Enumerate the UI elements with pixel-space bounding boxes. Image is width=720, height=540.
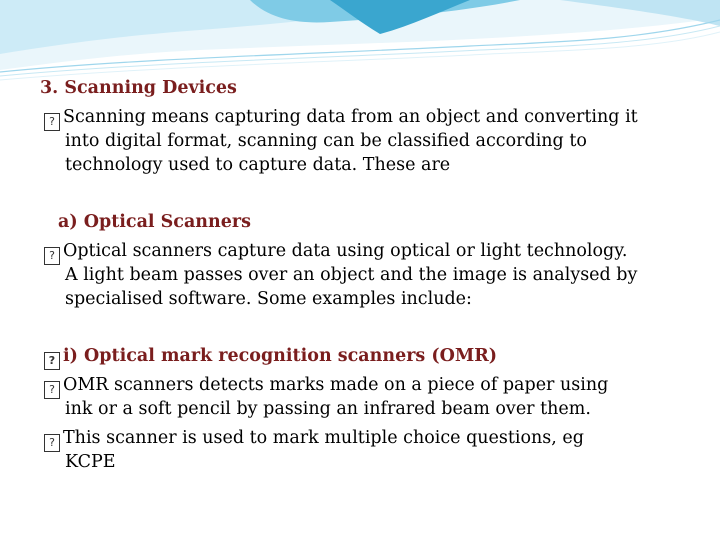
subheading-omr: ? i) Optical mark recognition scanners (OMR) xyxy=(44,344,497,370)
paragraph-4-line-2: KCPE xyxy=(65,452,116,472)
paragraph-4-line-1: ? This scanner is used to mark multiple choice questions, eg xyxy=(44,426,584,452)
section-title: 3. Scanning Devices xyxy=(40,78,237,98)
subheading-optical-scanners: a) Optical Scanners xyxy=(58,212,251,232)
paragraph-1-line-1: ? Scanning means capturing data from an object and converting it xyxy=(44,105,638,131)
paragraph-2-line-2: A light beam passes over an object and the image is analysed by xyxy=(65,265,638,285)
missing-glyph-bullet-icon: ? xyxy=(44,247,60,265)
missing-glyph-bullet-icon: ? xyxy=(44,381,60,399)
paragraph-2-line-1: ? Optical scanners capture data using optical or light technology. xyxy=(44,239,627,265)
paragraph-2-line-3: specialised software. Some examples include: xyxy=(65,289,472,309)
missing-glyph-bullet-icon: ? xyxy=(44,434,60,452)
missing-glyph-bullet-icon: ? xyxy=(44,113,60,131)
paragraph-1-line-3: technology used to capture data. These are xyxy=(65,155,451,175)
missing-glyph-bullet-icon: ? xyxy=(44,352,60,370)
paragraph-3-line-1: ? OMR scanners detects marks made on a piece of paper using xyxy=(44,373,608,399)
paragraph-1-line-2: into digital format, scanning can be classified according to xyxy=(65,131,587,151)
paragraph-3-line-2: ink or a soft pencil by passing an infrared beam over them. xyxy=(65,399,591,419)
